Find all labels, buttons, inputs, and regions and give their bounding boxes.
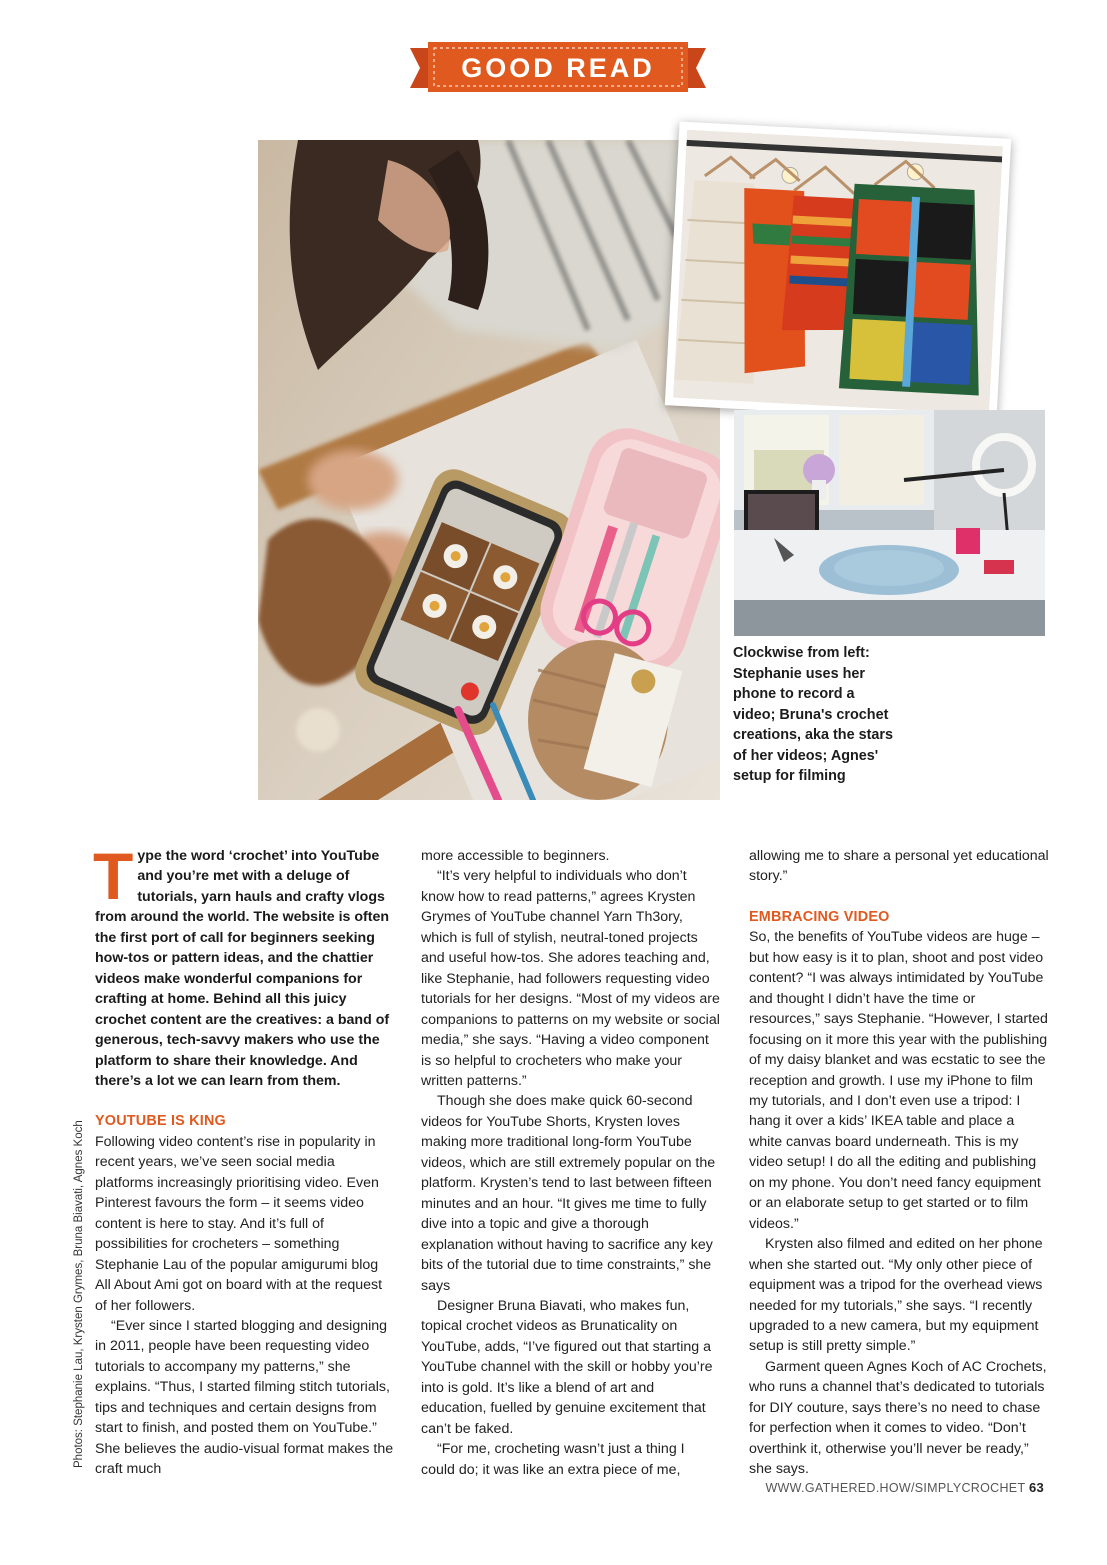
paragraph: more accessible to beginners. [421, 848, 610, 864]
paragraph: Though she does make quick 60-second videos for YouTube Shorts, Krysten loves making more traditional long-form YouTube videos, which are still extremely popular on the platform. Krysten’s tend to last between fifteen minutes and an hour. “It gives me time to fully dive into a topic and give a thorough explanation without having to sacrifice any key bits of the tutorial due to time constraints,” she says [421, 1093, 716, 1294]
paragraph: Garment queen Agnes Koch of AC Crochets, who runs a channel that’s dedicated to tutorials for DIY couture, says there’s no need to chase for perfection when it comes to video. “Don’t overthink it, otherwise you’ll never be ready,” she says. [749, 1358, 1047, 1478]
photo-caption: Clockwise from left: Stephanie uses her phone to record a video; Bruna's crochet creations, aka the stars of her videos; Agnes' setup for filming [733, 645, 893, 784]
paragraph: “It’s very helpful to individuals who don’t know how to read patterns,” agrees Krysten Grymes of YouTube channel Yarn Th3ory, which is full of stylish, neutral-toned projects and useful how-tos. She adores teaching and, like Stephanie, had followers requesting video tutorials for her designs. “Most of my videos are companions to patterns on my website or social media,” she says. “Having a video component is so helpful to crocheters who make your written patterns.” [421, 868, 720, 1089]
paragraph: Designer Bruna Biavati, who makes fun, topical crochet videos as Brunaticality on YouTube, adds, “I’ve figured out that starting a YouTube channel with the skill or hobby you’re into is gold. It’s like a blend of art and education, fuelled by genuine excitement that can’t be faked. [421, 1297, 713, 1437]
article-column-1 [93, 839, 395, 1480]
subhead-youtube-is-king: YOUTUBE IS KING [95, 1113, 226, 1130]
paragraph: “Ever since I started blogging and designing in 2011, people have been requesting video tutorials to accompany my patterns,” she explains. “Thus, I started filming stitch tutorials, tips and techniques and certain designs from start to finish, and posted them on YouTube.” She believes the audio-visual format makes the craft much [95, 1317, 394, 1478]
footer-url: WWW.GATHERED.HOW/SIMPLYCROCHET [765, 1481, 1026, 1495]
photo-agnes-filming-setup [734, 410, 1045, 636]
article-column-2 [421, 846, 721, 1480]
banner-label: GOOD READ [461, 52, 655, 83]
subhead-embracing-video: EMBRACING VIDEO [749, 908, 890, 925]
paragraph: allowing me to share a personal yet educational story.” [749, 848, 1049, 885]
photo-credit: Photos: Stephanie Lau, Krysten Grymes, Bruna Biavati, Agnes Koch [73, 1120, 85, 1468]
photo-bruna-crochet-creations [665, 122, 1011, 423]
photo-stephanie-recording [258, 140, 720, 800]
page-number: 63 [1028, 1480, 1044, 1495]
drop-cap: T [93, 839, 134, 913]
paragraph: So, the benefits of YouTube videos are huge – but how easy is it to plan, shoot and post video content? “I was always intimidated by YouTube and thought I didn’t have the time or resources,” says Stephanie. “However, I started focusing on it more this year with the publishing of my daisy blanket and was ecstatic to see the reception and growth. I use my iPhone to film my tutorials, and I don’t even use a tripod: I hang it over a kids’ IKEA table and place a white canvas board underneath. This is my video setup! I do all the editing and publishing on my phone. You don’t need fancy equipment or an elaborate setup to get started or to film videos.” [749, 929, 1048, 1232]
page-footer [765, 1480, 1044, 1495]
paragraph: Following video content’s rise in popularity in recent years, we’ve seen social media platforms increasingly prioritising video. Even Pinterest favours the form – it seems video content is here to stay. And it’s full of possibilities for crocheters – something Stephanie Lau of the popular amigurumi blog All About Ami got on board with at the request of her followers. [95, 1133, 383, 1314]
article-column-3 [749, 846, 1049, 1480]
section-banner [410, 40, 706, 96]
intro-paragraph: Type the word ‘crochet’ into YouTube and you’re met with a deluge of tutorials, yarn hauls and crafty vlogs from around the world. The website is often the first port of call for beginners seeking how-tos or pattern ideas, and the chattier videos make wonderful companions for crafting at home. Behind all this juicy crochet content are the creatives: a band of generous, tech-savvy makers who use the platform to share their knowledge. And there’s a lot we can learn from them. [93, 839, 390, 1089]
paragraph: Krysten also filmed and edited on her phone when she started out. “My only other piece of equipment was a tripod for the overhead views needed for my tutorials,” she says. “I recently upgraded to a new camera, but my equipment setup is still pretty simple.” [749, 1236, 1043, 1355]
paragraph: “For me, crocheting wasn’t just a thing I could do; it was like an extra piece of me, [421, 1441, 685, 1478]
